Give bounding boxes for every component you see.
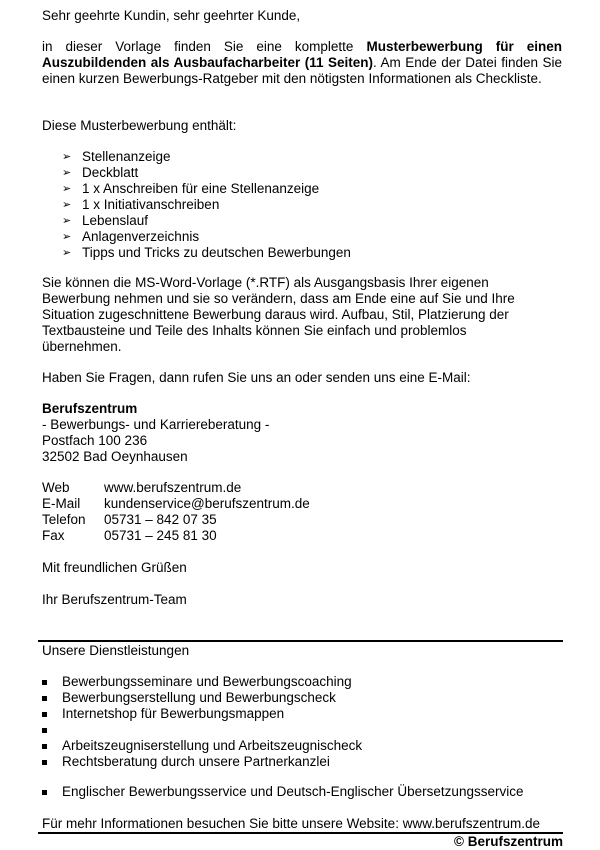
list-item-label: Internetshop für Bewerbungsmappen <box>62 706 285 721</box>
intro-text-end: . Am Ende der Datei finden Sie einen kurzen Bewerbungs-Ratgeber mit den nötigsten Informationen als Checkliste. <box>42 55 562 86</box>
contact-label: Web <box>42 480 70 495</box>
list-item-label: Bewerbungserstellung und Bewerbungscheck <box>62 690 336 705</box>
text-line: Situation zugeschnittene Bewerbung daraus wird. Aufbau, Stil, Platzierung der <box>42 307 509 322</box>
list-item-label: Deckblatt <box>82 165 139 180</box>
signature: Ihr Berufszentrum-Team <box>42 592 187 607</box>
list-item <box>42 722 562 738</box>
list-item <box>42 229 562 245</box>
list-item-label: Stellenanzeige <box>82 149 171 164</box>
company-subtitle: - Bewerbungs- und Karriereberatung - <box>42 417 270 432</box>
square-bullet-icon <box>42 728 47 733</box>
fax-value: 05731 – 245 81 30 <box>104 528 217 543</box>
list-item-label: Rechtsberatung durch unsere Partnerkanzlei <box>62 754 330 769</box>
services-heading: Unsere Dienstleistungen <box>42 643 190 658</box>
list-item-label: Anlagenverzeichnis <box>82 229 200 244</box>
list-item <box>42 181 562 197</box>
square-bullet-icon <box>42 680 47 685</box>
list-item-label: Englischer Bewerbungsservice und Deutsch-Englischer Übersetzungsservice <box>62 784 524 799</box>
contact-label: Telefon <box>42 512 86 527</box>
arrow-bullet-icon: ➢ <box>62 183 72 195</box>
list-item-label: 1 x Initiativanschreiben <box>82 197 220 212</box>
postbox: Postfach 100 236 <box>42 433 148 448</box>
list-item-label: Bewerbungsseminare und Bewerbungscoaching <box>62 674 352 689</box>
list-item <box>42 784 562 800</box>
contact-label: Fax <box>42 528 65 543</box>
intro-bold-title: Musterbewerbung für einen Auszubildenden als Ausbaufacharbeiter (11 Seiten) <box>42 39 562 70</box>
usage-paragraph <box>42 275 562 355</box>
contact-block <box>42 480 562 544</box>
contact-label: E-Mail <box>42 496 81 511</box>
list-item <box>42 213 562 229</box>
arrow-bullet-icon: ➢ <box>62 199 72 211</box>
text-line: Bewerbung nehmen und sie so verändern, dass am Ende eine auf Sie und Ihre <box>42 291 515 306</box>
arrow-bullet-icon: ➢ <box>62 167 72 179</box>
list-item <box>42 690 562 706</box>
email-link[interactable]: kundenservice@berufszentrum.de <box>104 496 310 511</box>
copyright: © Berufszentrum <box>454 834 563 849</box>
closing: Mit freundlichen Grüßen <box>42 560 187 575</box>
section-divider-top <box>38 640 563 642</box>
list-item <box>42 245 562 261</box>
square-bullet-icon <box>42 696 47 701</box>
contents-heading: Diese Musterbewerbung enthält: <box>42 118 237 133</box>
list-item <box>42 706 562 722</box>
arrow-bullet-icon: ➢ <box>62 151 72 163</box>
city: 32502 Bad Oeynhausen <box>42 449 188 464</box>
intro-text-start: in dieser Vorlage finden Sie eine komplette <box>42 39 367 54</box>
arrow-bullet-icon: ➢ <box>62 247 72 259</box>
intro-paragraph <box>42 39 562 87</box>
contents-list <box>42 149 562 261</box>
list-item-label: 1 x Anschreiben für eine Stellenanzeige <box>82 181 320 196</box>
address-block <box>42 401 562 465</box>
web-link[interactable]: www.berufszentrum.de <box>104 480 242 495</box>
text-line: Sie können die MS-Word-Vorlage (*.RTF) als Ausgangsbasis Ihrer eigenen <box>42 275 489 290</box>
contact-row-phone <box>42 512 562 528</box>
list-item <box>42 674 562 690</box>
services-list-extra <box>42 784 562 800</box>
contact-row-web <box>42 480 562 496</box>
text-line: übernehmen. <box>42 339 122 354</box>
list-item-label: Arbeitszeugniserstellung und Arbeitszeugnischeck <box>62 738 363 753</box>
contact-row-fax <box>42 528 562 544</box>
company-name: Berufszentrum <box>42 401 138 416</box>
square-bullet-icon <box>42 744 47 749</box>
list-item <box>42 165 562 181</box>
arrow-bullet-icon: ➢ <box>62 231 72 243</box>
square-bullet-icon <box>42 790 47 795</box>
footer-website-line: Für mehr Informationen besuchen Sie bitte unsere Website: www.berufszentrum.de <box>42 816 540 831</box>
contact-row-email <box>42 496 562 512</box>
list-item <box>42 149 562 165</box>
greeting: Sehr geehrte Kundin, sehr geehrter Kunde, <box>42 8 301 23</box>
list-item <box>42 738 562 754</box>
text-line: Textbausteine und Teile des Inhalts können Sie einfach und problemlos <box>42 323 467 338</box>
list-item <box>42 197 562 213</box>
questions-line: Haben Sie Fragen, dann rufen Sie uns an oder senden uns eine E-Mail: <box>42 370 471 385</box>
list-item <box>42 754 562 770</box>
list-item-label: Lebenslauf <box>82 213 149 228</box>
arrow-bullet-icon: ➢ <box>62 215 72 227</box>
list-item-label: Tipps und Tricks zu deutschen Bewerbungen <box>82 245 351 260</box>
square-bullet-icon <box>42 760 47 765</box>
services-list <box>42 674 562 770</box>
phone-value: 05731 – 842 07 35 <box>104 512 217 527</box>
square-bullet-icon <box>42 712 47 717</box>
